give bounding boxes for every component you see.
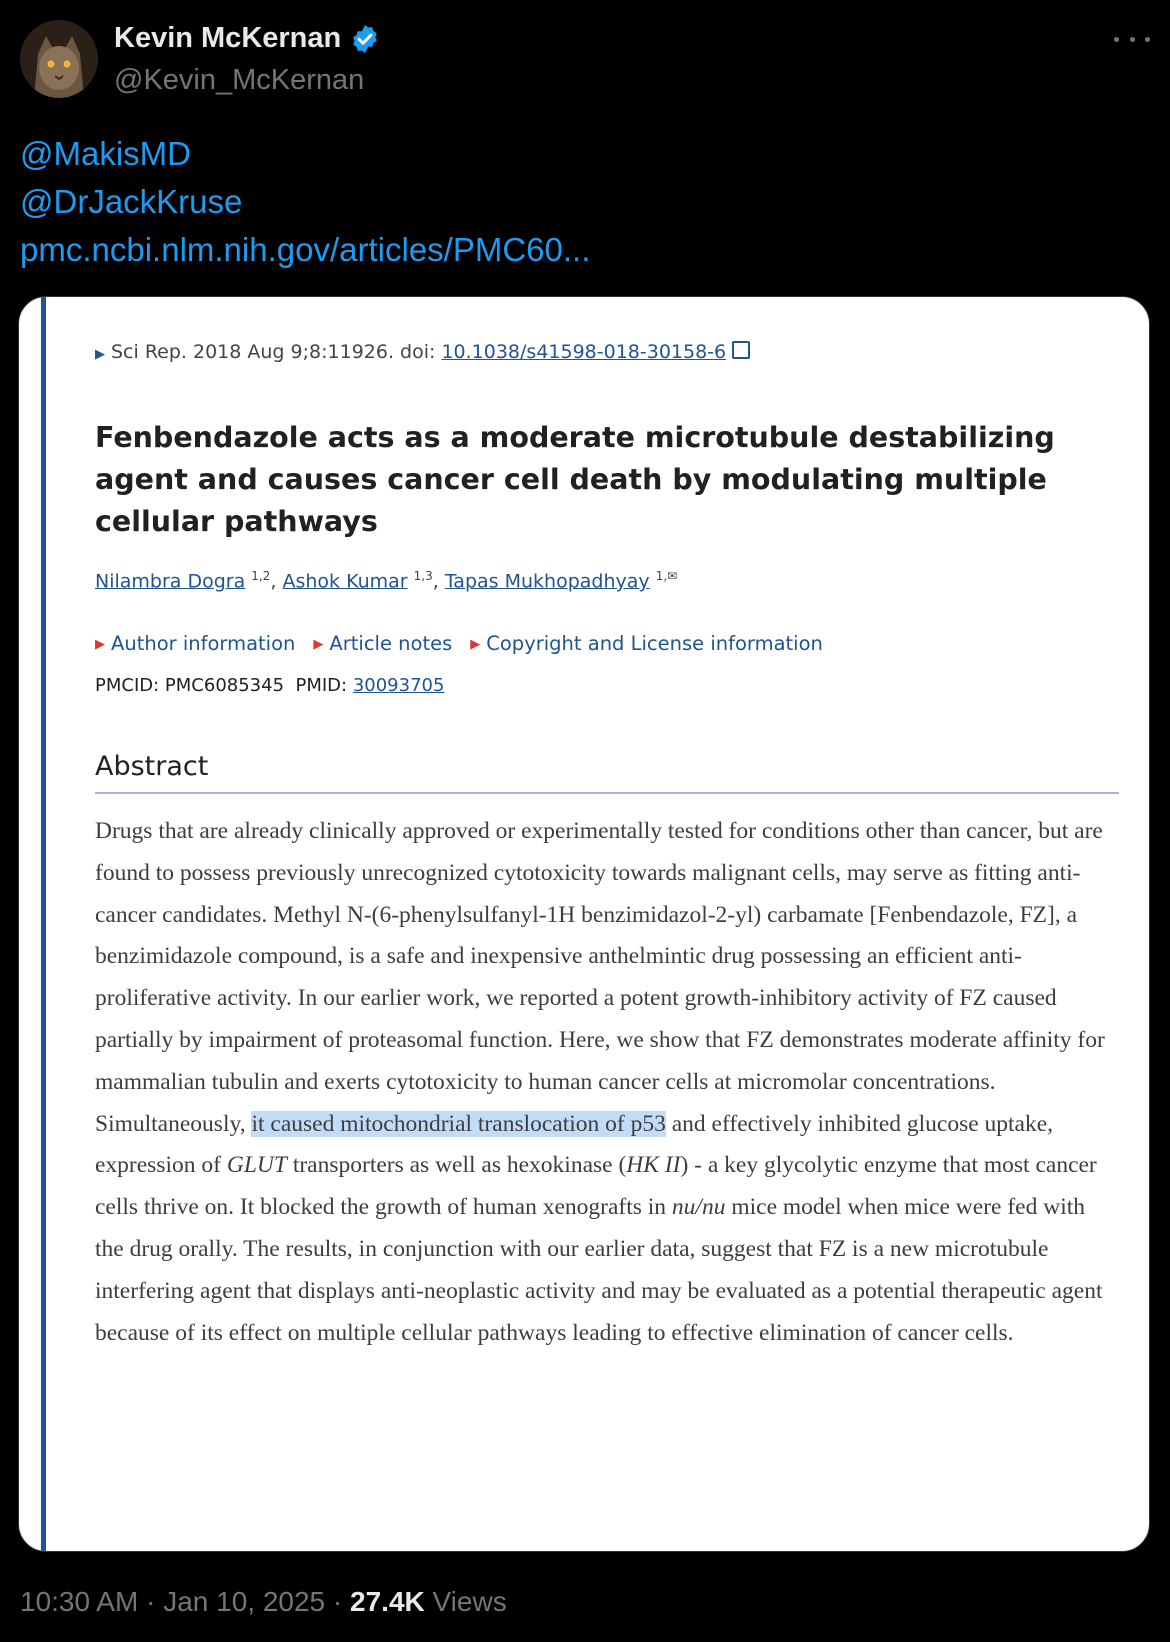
- article-notes-link[interactable]: [313, 632, 452, 655]
- author-link[interactable]: Ashok Kumar: [282, 570, 408, 593]
- citation-line: [95, 341, 750, 363]
- heading-divider: [95, 792, 1119, 794]
- author-link[interactable]: Tapas Mukhopadhyay: [444, 570, 650, 593]
- article-url-link[interactable]: pmc.ncbi.nlm.nih.gov/articles/PMC60...: [20, 231, 591, 268]
- abstract-part: ) - a key glycolytic enzyme that most cancer cells thrive on. It blocked the growth of human xenografts in: [95, 1152, 1097, 1221]
- mention-makismd[interactable]: @MakisMD: [20, 135, 191, 172]
- pmcid: PMCID: PMC6085345: [95, 675, 285, 696]
- views-label: Views: [424, 1586, 507, 1617]
- author-affiliation: 1,✉: [655, 569, 678, 583]
- article-title: Fenbendazole acts as a moderate microtubule destabilizing agent and causes cancer cell death by modulating multiple cellular pathways: [95, 421, 1055, 538]
- abstract-italic: GLUT: [226, 1152, 287, 1179]
- tweet-date[interactable]: Jan 10, 2025: [163, 1586, 326, 1617]
- pmid-link[interactable]: 30093705: [352, 675, 445, 696]
- abstract-italic: HK II: [626, 1152, 681, 1179]
- citation-prefix: Sci Rep. 2018 Aug 9;8:11926. doi:: [111, 341, 442, 363]
- display-name[interactable]: [114, 22, 381, 55]
- expand-triangle-icon: ▶: [95, 347, 105, 362]
- user-handle[interactable]: @Kevin_McKernan: [114, 64, 365, 96]
- doi-link[interactable]: 10.1038/s41598-018-30158-6: [441, 341, 727, 363]
- author-affiliation: 1,2: [251, 569, 271, 583]
- abstract-text: [95, 811, 1119, 1354]
- author-information-link[interactable]: [95, 632, 295, 655]
- more-options-icon[interactable]: [1114, 24, 1150, 54]
- expand-triangle-icon: ▶: [313, 637, 324, 652]
- display-name-text[interactable]: Kevin McKernan: [114, 22, 342, 54]
- separator: ·: [325, 1586, 351, 1617]
- copyright-link[interactable]: [470, 632, 823, 655]
- pmid-label: PMID:: [295, 675, 353, 696]
- separator: ·: [138, 1586, 164, 1617]
- verified-badge-icon: [349, 23, 381, 55]
- avatar[interactable]: [20, 20, 98, 98]
- author-affiliation: 1,3: [413, 569, 433, 583]
- author-link[interactable]: Nilambra Dogra: [95, 570, 246, 593]
- views-count[interactable]: 27.4K: [350, 1586, 425, 1617]
- tweet-time[interactable]: 10:30 AM: [20, 1586, 139, 1617]
- abstract-part: mice model when mice were fed with the drug orally. The results, in conjunction with our earlier data, suggest that FZ is a new microtubule interfering agent that displays anti-neoplastic activity and may be evaluated as a potential therapeutic agent because of its effect on multiple cellular pathways leading to effective elimination of cancer cells.: [95, 1194, 1103, 1346]
- highlighted-text: it caused mitochondrial translocation of p53: [251, 1110, 666, 1137]
- abstract-part: and effectively inhibited glucose uptake, expression of: [95, 1110, 1054, 1179]
- tweet-text: [20, 130, 590, 274]
- external-link-icon: [732, 341, 750, 359]
- author-list: Nilambra Dogra $^{1,2}$, Ashok Kumar $^{1,3}$, Tapas Mukhopadhyay $^{1,✉}$: [95, 569, 678, 593]
- article-ids: [95, 675, 444, 696]
- abstract-part: transporters as well as hexokinase (: [286, 1152, 627, 1179]
- expand-triangle-icon: ▶: [470, 637, 481, 652]
- article-notes-label: Article notes: [329, 632, 453, 655]
- article-meta-links: [95, 632, 823, 655]
- abstract-part: Drugs that are already clinically approved or experimentally tested for conditions other than cancer, but are found to possess previously unrecognized cytotoxicity towards malignant cells, may serve as fitting anti-cancer candidates. Methyl N-(6-phenylsulfanyl-1H benzimidazol-2-yl) carbamate [Fenbendazole, FZ], a benzimidazole compound, is a safe and inexpensive anthelmintic drug possessing an efficient anti-proliferative activity. In our earlier work, we reported a potent growth-inhibitory activity of FZ caused partially by impairment of proteasomal function. Here, we show that FZ demonstrates moderate affinity for mammalian tubulin and exerts cytotoxicity to human cancer cells at micromolar concentrations. Simultaneously,: [95, 818, 1105, 1137]
- abstract-italic: nu/nu: [671, 1194, 726, 1221]
- expand-triangle-icon: ▶: [95, 637, 105, 652]
- author-information-label: Author information: [111, 632, 296, 655]
- tweet-metadata: [20, 1586, 507, 1618]
- copyright-label: Copyright and License information: [486, 632, 823, 655]
- abstract-heading: Abstract: [95, 751, 209, 782]
- attached-image[interactable]: [18, 296, 1150, 1552]
- sidebar-rule: [41, 297, 46, 1551]
- mention-drjackkruse[interactable]: @DrJackKruse: [20, 183, 243, 220]
